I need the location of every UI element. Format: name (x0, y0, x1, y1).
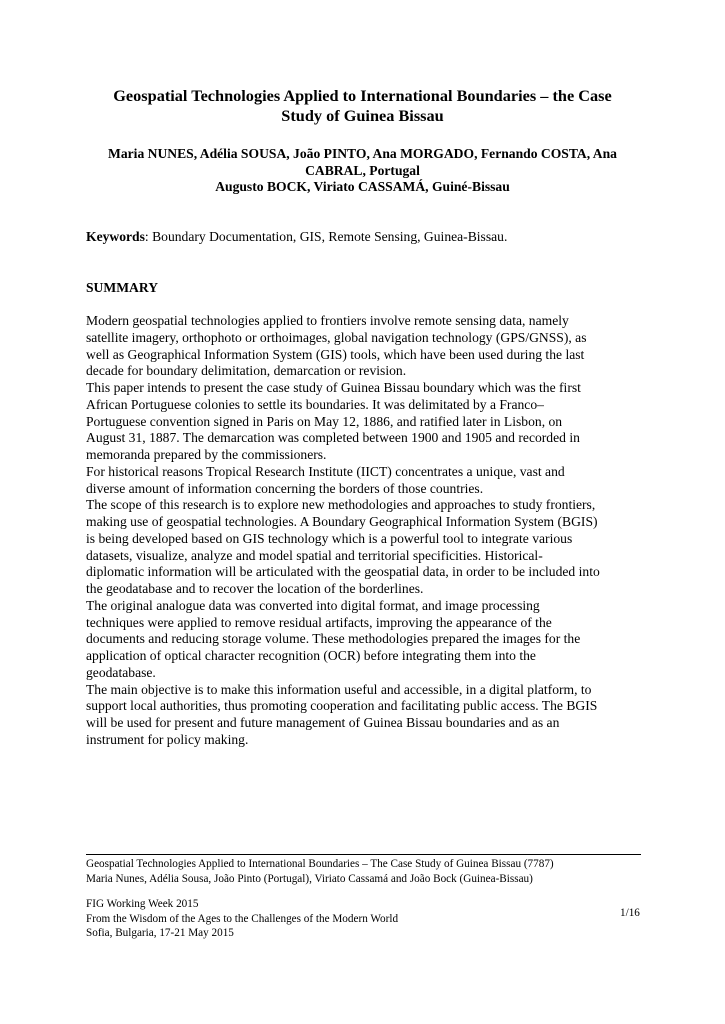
footer-event-theme: From the Wisdom of the Ages to the Challenges of the Modern World (86, 912, 399, 925)
footer-event-location: Sofia, Bulgaria, 17-21 May 2015 (86, 927, 234, 939)
summary-line: The original analogue data was converted into digital format, and image processing (86, 597, 540, 613)
summary-line: satellite imagery, orthophoto or orthoimages, global navigation technology (GPS/GNSS), as (86, 329, 587, 345)
summary-line: documents and reducing storage volume. These methodologies prepared the images for the (86, 631, 581, 647)
summary-line: datasets, visualize, analyze and model spatial and territorial specificities. Historical- (86, 547, 543, 563)
keywords-text: : Boundary Documentation, GIS, Remote Sensing, Guinea-Bissau. (144, 229, 508, 244)
footer-event (86, 897, 546, 941)
summary-line: support local authorities, thus promoting cooperation and facilitating public access. The BGIS (86, 698, 598, 714)
summary-line: making use of geospatial technologies. A Boundary Geographical Information System (BGIS) (86, 514, 598, 529)
title-line-2: Study of Guinea Bissau (281, 106, 444, 125)
summary-line: August 31, 1887. The demarcation was completed between 1900 and 1905 and recorded in (86, 430, 580, 446)
keywords (86, 228, 639, 245)
footer-paper-line: Geospatial Technologies Applied to International Boundaries – The Case Study of Guinea Bissau (7787) (86, 858, 554, 870)
summary-heading: SUMMARY (86, 280, 159, 295)
summary-line: The main objective is to make this information useful and accessible, in a digital platform, to (86, 681, 592, 697)
summary-line: For historical reasons Tropical Research Institute (IICT) concentrates a unique, vast and (86, 463, 565, 479)
summary-line: will be used for present and future management of Guinea Bissau boundaries and as an (86, 715, 560, 730)
summary-line: This paper intends to present the case study of Guinea Bissau boundary which was the first (86, 380, 581, 395)
summary-line: the geodatabase and to recover the location of the borderlines. (86, 581, 424, 596)
summary-line: diplomatic information will be articulated with the geospatial data, in order to be included into (86, 564, 600, 580)
summary-line: African Portuguese colonies to settle its boundaries. It was delimitated by a Franco– (86, 396, 544, 412)
summary-line: Portuguese convention signed in Paris on May 12, 1886, and ratified later in Lisbon, on (86, 413, 563, 429)
author-list (86, 146, 639, 196)
footer-divider (86, 854, 641, 855)
summary-line: instrument for policy making. (86, 731, 249, 747)
summary-line: geodatabase. (86, 664, 156, 680)
summary-line: application of optical character recognition (OCR) before integrating them into the (86, 648, 536, 663)
footer-event-name: FIG Working Week 2015 (86, 898, 199, 910)
footer-authors-line: Maria Nunes, Adélia Sousa, João Pinto (Portugal), Viriato Cassamá and João Bock (Guinea-Bissau) (86, 872, 533, 885)
keywords-label: Keywords (86, 229, 145, 244)
authors-line-2: CABRAL, Portugal (305, 162, 420, 178)
summary-line: decade for boundary delimitation, demarcation or revision. (86, 363, 407, 379)
summary-line: well as Geographical Information System (GIS) tools, which have been used during the last (86, 346, 585, 362)
summary-line: The scope of this research is to explore new methodologies and approaches to study frontiers, (86, 497, 596, 513)
page-number: 1/16 (620, 907, 640, 919)
footer-citation (86, 857, 646, 886)
summary-line: techniques were applied to remove residual artifacts, improving the appearance of the (86, 614, 552, 630)
summary-line: diverse amount of information concerning the borders of those countries. (86, 480, 484, 496)
title-line-1: Geospatial Technologies Applied to International Boundaries – the Case (113, 86, 612, 105)
summary-line: is being developed based on GIS technology which is a powerful tool to integrate various (86, 530, 573, 546)
authors-line-3: Augusto BOCK, Viriato CASSAMÁ, Guiné-Bissau (215, 179, 510, 194)
summary-body (86, 313, 646, 749)
paper-title (86, 86, 639, 126)
summary-line: Modern geospatial technologies applied to frontiers involve remote sensing data, namely (86, 313, 569, 328)
authors-line-1: Maria NUNES, Adélia SOUSA, João PINTO, Ana MORGADO, Fernando COSTA, Ana (108, 146, 617, 161)
summary-line: memoranda prepared by the commissioners. (86, 447, 327, 462)
